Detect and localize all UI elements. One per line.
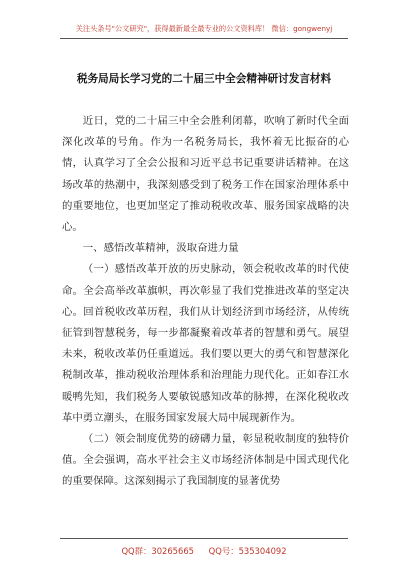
document-body [62,111,349,493]
footer-qq-group: QQ群：30265665 [121,546,194,556]
header-divider [60,38,348,39]
footer-qq-number: QQ号：535304092 [208,546,287,556]
paragraph-intro: 近日，党的二十届三中全会胜利闭幕，吹响了新时代全面深化改革的号角。作为一名税务局长，我怀着无比振奋的心情，认真学习了全会公报和习近平总书记重要讲话精神。在这场改革的热潮中，我深刻感受到了税务工作在国家治理体系中的重要地位，也更加坚定了推动税收改革、服务国家战略的决心。 [62,115,349,234]
footer-divider [60,538,348,539]
document-title: 税务局局长学习党的二十届三中全会精神研讨发言材料 [76,73,332,85]
section-heading: 一、感悟改革精神，汲取奋进力量 [82,242,239,255]
paragraph-subsection-2: （二）领会制度优势的磅礴力量，彰显税收制度的独特价值。全会强调，高水平社会主义市场经济体制是中国式现代化的重要保障。这深刻揭示了我国制度的显著优势 [62,433,349,488]
footer-contact [0,545,408,557]
header-promo: 关注头条号"公文研究"，获得最新最全最专业的公文资料库！ 微信：gongwenyj [75,24,333,33]
paragraph-subsection-1: （一）感悟改革开放的历史脉动，领会税收改革的时代使命。全会高举改革旗帜，再次彰显了我们党推进改革的坚定决心。回首税收改革历程，我们从计划经济到市场经济，从传统征管到智慧税务，每一步都凝聚着改革者的智慧和勇气。展望未来，税收改革仍任重道远。我们要以更大的勇气和智慧深化税制改革，推动税收治理体系和治理能力现代化。正如春江水暖鸭先知，我们税务人要敏锐感知改革的脉搏，在深化税收改革中勇立潮头，在服务国家发展大局中展现新作为。 [62,263,349,424]
